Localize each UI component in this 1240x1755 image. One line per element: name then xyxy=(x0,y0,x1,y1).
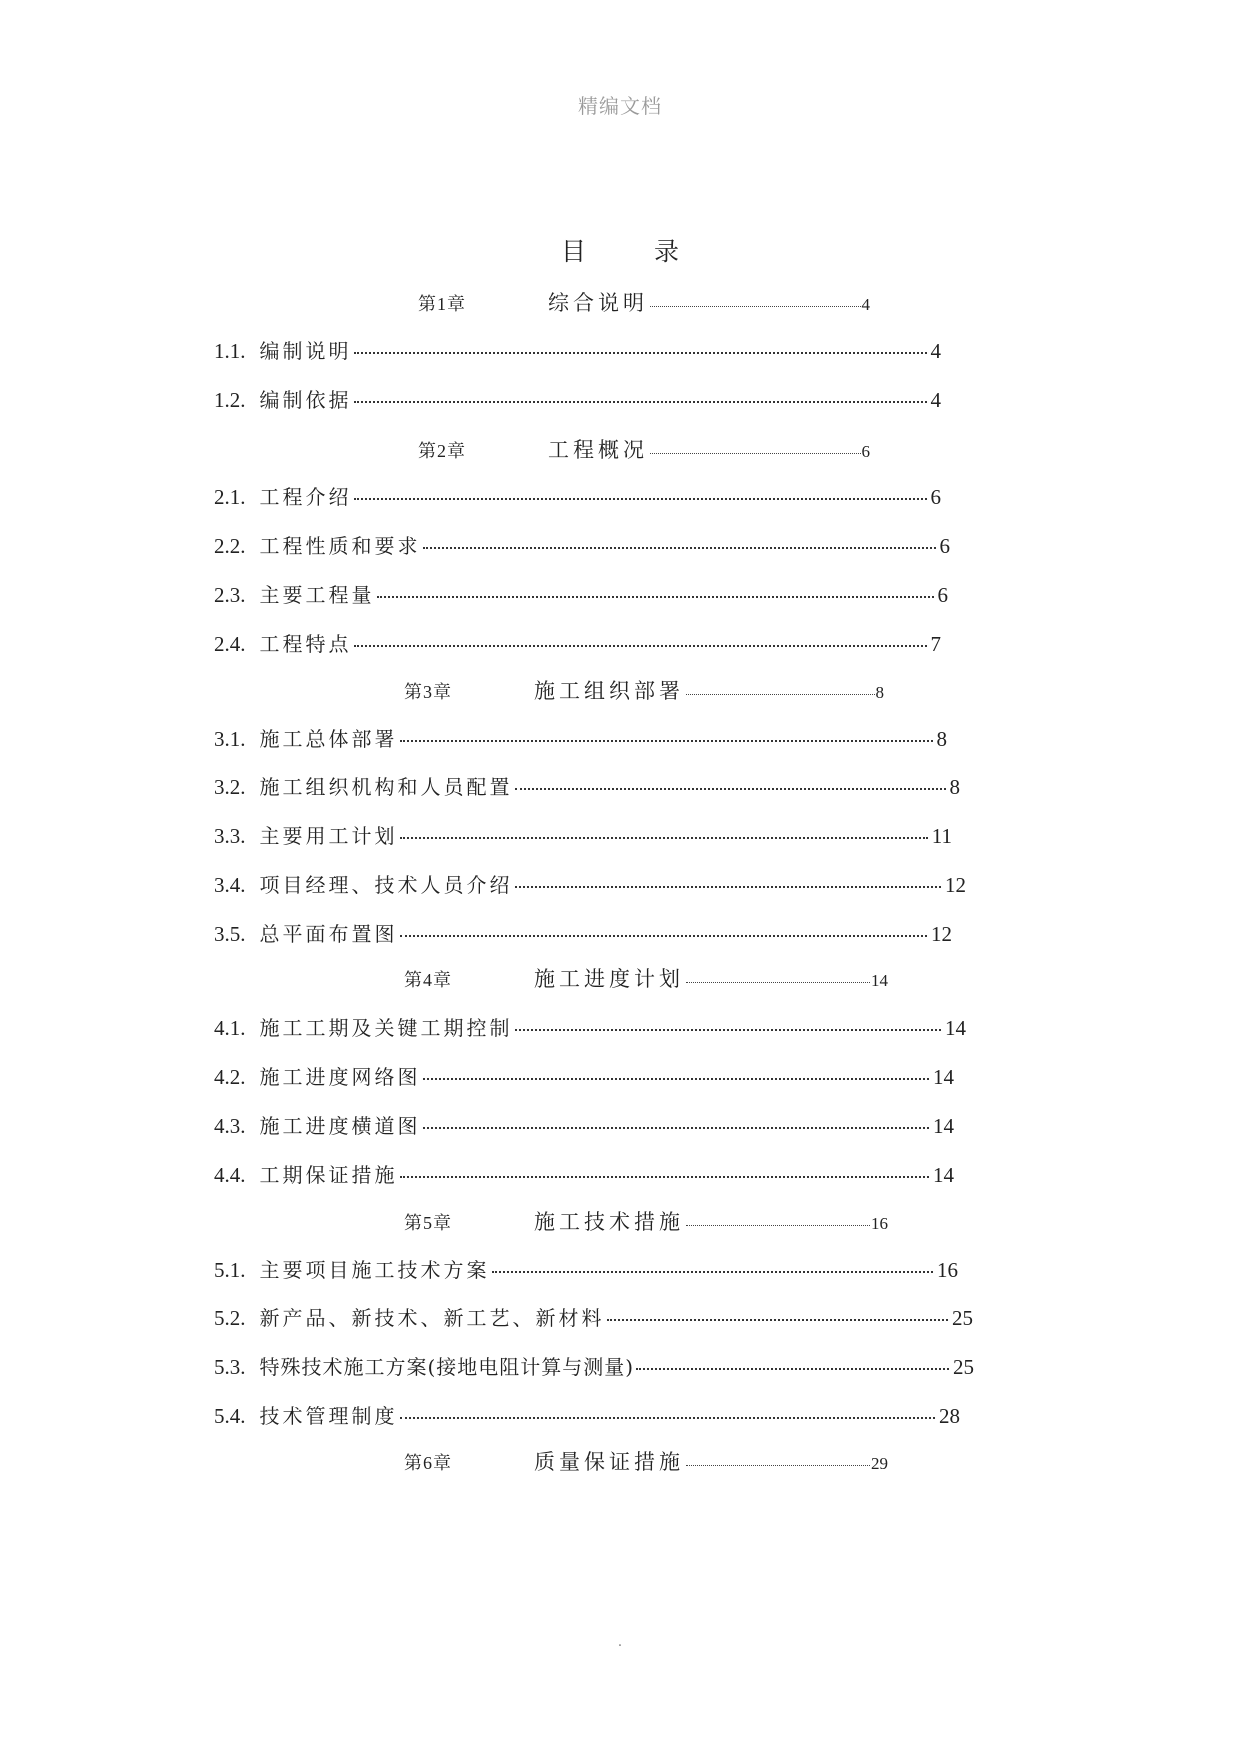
section-number: 3.1. xyxy=(214,727,246,751)
toc-section-5-3[interactable] xyxy=(214,1351,974,1380)
page-number: 4 xyxy=(861,295,870,314)
page-number: 14 xyxy=(933,1065,954,1089)
toc-section-1-2[interactable] xyxy=(214,384,941,413)
section-number: 4.2. xyxy=(214,1065,246,1089)
dot-leader xyxy=(400,837,928,839)
toc-section-2-1[interactable] xyxy=(214,481,941,510)
dot-leader xyxy=(492,1271,934,1273)
dot-leader xyxy=(400,1176,930,1178)
toc-section-3-1[interactable] xyxy=(214,723,947,752)
dot-leader xyxy=(354,498,927,500)
toc-section-3-4[interactable] xyxy=(214,869,966,898)
dot-leader xyxy=(686,694,875,695)
dot-leader xyxy=(686,1225,870,1226)
toc-section-5-4[interactable] xyxy=(214,1400,960,1429)
dot-leader xyxy=(515,788,946,790)
section-title: 施工进度横道图 xyxy=(259,1114,421,1138)
page-header: 精编文档 xyxy=(578,94,662,118)
section-number: 4.1. xyxy=(214,1016,246,1040)
page-number: 6 xyxy=(930,485,941,509)
section-title: 主要工程量 xyxy=(259,583,375,607)
toc-section-4-4[interactable] xyxy=(214,1159,954,1188)
section-title: 技术管理制度 xyxy=(259,1404,398,1428)
chapter-title: 工程概况 xyxy=(548,438,648,462)
page-number: 12 xyxy=(945,873,966,897)
dot-leader xyxy=(686,982,870,983)
toc-chapter-2[interactable] xyxy=(418,434,870,464)
page-number: 16 xyxy=(871,1214,888,1233)
page-number: 25 xyxy=(953,1355,974,1379)
section-number: 5.3. xyxy=(214,1355,246,1379)
page-number: 8 xyxy=(936,727,947,751)
chapter-number: 第5章 xyxy=(404,1213,452,1233)
page-number: 8 xyxy=(875,683,884,702)
page-number: 11 xyxy=(931,824,952,848)
toc-section-1-1[interactable] xyxy=(214,335,941,364)
section-number: 1.2. xyxy=(214,388,246,412)
section-title: 工程介绍 xyxy=(259,485,352,509)
chapter-title: 综合说明 xyxy=(548,291,648,315)
section-title: 项目经理、技术人员介绍 xyxy=(259,873,513,897)
page-footer-mark: . xyxy=(617,1634,623,1650)
page-number: 16 xyxy=(937,1258,958,1282)
section-title: 主要用工计划 xyxy=(259,824,398,848)
chapter-title: 施工进度计划 xyxy=(534,967,684,991)
section-number: 3.4. xyxy=(214,873,246,897)
dot-leader xyxy=(650,306,861,307)
chapter-title: 施工技术措施 xyxy=(534,1210,684,1234)
section-title: 施工组织机构和人员配置 xyxy=(259,775,513,799)
dot-leader xyxy=(650,453,861,454)
toc-section-4-1[interactable] xyxy=(214,1012,966,1041)
toc-title xyxy=(0,232,1240,268)
dot-leader xyxy=(636,1368,949,1370)
page-number: 14 xyxy=(933,1114,954,1138)
dot-leader xyxy=(354,401,927,403)
section-title: 编制依据 xyxy=(259,388,352,412)
chapter-number: 第1章 xyxy=(418,294,466,314)
dot-leader xyxy=(377,596,934,598)
toc-section-2-3[interactable] xyxy=(214,579,948,608)
page-number: 8 xyxy=(949,775,960,799)
toc-section-4-3[interactable] xyxy=(214,1110,954,1139)
page-number: 4 xyxy=(930,388,941,412)
section-number: 5.1. xyxy=(214,1258,246,1282)
toc-chapter-3[interactable] xyxy=(404,675,884,705)
dot-leader xyxy=(400,935,928,937)
section-title: 工程特点 xyxy=(259,632,352,656)
section-title: 施工进度网络图 xyxy=(259,1065,421,1089)
page-number: 14 xyxy=(933,1163,954,1187)
page-number: 4 xyxy=(930,339,941,363)
section-title: 施工工期及关键工期控制 xyxy=(259,1016,513,1040)
section-title: 主要项目施工技术方案 xyxy=(259,1258,490,1282)
section-number: 4.4. xyxy=(214,1163,246,1187)
page-number: 25 xyxy=(952,1306,973,1330)
toc-section-3-3[interactable] xyxy=(214,820,952,849)
page-number: 6 xyxy=(861,442,870,461)
page-number: 14 xyxy=(945,1016,966,1040)
toc-chapter-6[interactable] xyxy=(404,1446,888,1476)
chapter-title: 质量保证措施 xyxy=(534,1450,684,1474)
toc-title-char: 目 xyxy=(561,237,587,266)
section-title: 工程性质和要求 xyxy=(259,534,421,558)
section-number: 3.2. xyxy=(214,775,246,799)
page-number: 29 xyxy=(871,1454,888,1473)
dot-leader xyxy=(686,1465,870,1466)
toc-section-5-1[interactable] xyxy=(214,1254,958,1283)
section-number: 3.5. xyxy=(214,922,246,946)
section-title: 总平面布置图 xyxy=(259,922,398,946)
chapter-number: 第6章 xyxy=(404,1453,452,1473)
page-number: 6 xyxy=(939,534,950,558)
section-number: 2.1. xyxy=(214,485,246,509)
section-number: 2.3. xyxy=(214,583,246,607)
toc-section-3-2[interactable] xyxy=(214,771,960,800)
chapter-number: 第3章 xyxy=(404,682,452,702)
toc-section-2-4[interactable] xyxy=(214,628,941,657)
dot-leader xyxy=(515,1029,942,1031)
page-number: 14 xyxy=(871,971,888,990)
dot-leader xyxy=(400,1417,936,1419)
section-number: 3.3. xyxy=(214,824,246,848)
chapter-title: 施工组织部署 xyxy=(534,679,684,703)
dot-leader xyxy=(515,886,942,888)
section-title: 编制说明 xyxy=(259,339,352,363)
page-number: 7 xyxy=(930,632,941,656)
dot-leader xyxy=(423,1078,930,1080)
chapter-number: 第4章 xyxy=(404,970,452,990)
toc-chapter-1[interactable] xyxy=(418,287,870,317)
toc-section-4-2[interactable] xyxy=(214,1061,954,1090)
section-title: 施工总体部署 xyxy=(259,727,398,751)
page-number: 12 xyxy=(931,922,952,946)
dot-leader xyxy=(400,740,933,742)
dot-leader xyxy=(354,645,927,647)
page-number: 28 xyxy=(939,1404,960,1428)
toc-section-5-2[interactable] xyxy=(214,1302,973,1331)
section-number: 4.3. xyxy=(214,1114,246,1138)
dot-leader xyxy=(423,1127,930,1129)
toc-section-3-5[interactable] xyxy=(214,918,952,947)
chapter-number: 第2章 xyxy=(418,441,466,461)
dot-leader xyxy=(354,352,927,354)
page-number: 6 xyxy=(937,583,948,607)
section-number: 2.2. xyxy=(214,534,246,558)
section-title: 特殊技术施工方案(接地电阻计算与测量) xyxy=(259,1355,635,1379)
dot-leader xyxy=(607,1319,949,1321)
section-number: 5.2. xyxy=(214,1306,246,1330)
toc-section-2-2[interactable] xyxy=(214,530,950,559)
toc-chapter-4[interactable] xyxy=(404,963,888,993)
section-number: 1.1. xyxy=(214,339,246,363)
section-title: 工期保证措施 xyxy=(259,1163,398,1187)
dot-leader xyxy=(423,547,936,549)
section-number: 5.4. xyxy=(214,1404,246,1428)
toc-chapter-5[interactable] xyxy=(404,1206,888,1236)
section-number: 2.4. xyxy=(214,632,246,656)
section-title: 新产品、新技术、新工艺、新材料 xyxy=(259,1306,605,1330)
toc-title-char: 录 xyxy=(653,237,679,266)
